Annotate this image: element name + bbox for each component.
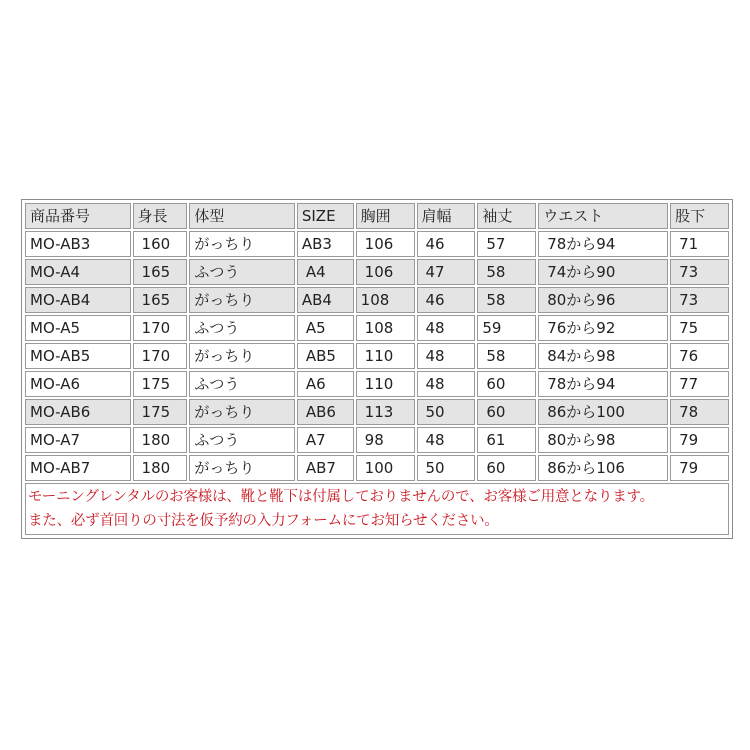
cell-waist: 78から94 xyxy=(538,231,668,257)
table-row xyxy=(25,287,729,313)
header-chest: 胸囲 xyxy=(356,203,415,229)
cell-size: AB6 xyxy=(297,399,354,425)
header-size: SIZE xyxy=(297,203,354,229)
cell-height: 165 xyxy=(133,287,188,313)
cell-chest: 98 xyxy=(356,427,415,453)
table-row xyxy=(25,427,729,453)
cell-waist: 80から98 xyxy=(538,427,668,453)
cell-height: 170 xyxy=(133,343,188,369)
cell-body-type: がっちり xyxy=(189,399,295,425)
cell-inseam: 79 xyxy=(670,455,729,481)
table-note-row xyxy=(25,483,729,535)
table-row xyxy=(25,399,729,425)
cell-shoulder-width: 50 xyxy=(417,455,476,481)
cell-body-type: ふつう xyxy=(189,259,295,285)
cell-chest: 108 xyxy=(356,287,415,313)
cell-waist: 86から106 xyxy=(538,455,668,481)
cell-sleeve-length: 59 xyxy=(477,315,536,341)
cell-chest: 110 xyxy=(356,343,415,369)
cell-body-type: ふつう xyxy=(189,315,295,341)
cell-waist: 86から100 xyxy=(538,399,668,425)
cell-body-type: ふつう xyxy=(189,427,295,453)
cell-waist: 80から96 xyxy=(538,287,668,313)
header-waist: ウエスト xyxy=(538,203,668,229)
cell-product-code: MO-AB4 xyxy=(25,287,131,313)
cell-inseam: 77 xyxy=(670,371,729,397)
header-shoulder-width: 肩幅 xyxy=(417,203,476,229)
cell-size: AB5 xyxy=(297,343,354,369)
header-inseam: 股下 xyxy=(670,203,729,229)
cell-sleeve-length: 58 xyxy=(477,343,536,369)
cell-height: 160 xyxy=(133,231,188,257)
cell-shoulder-width: 47 xyxy=(417,259,476,285)
cell-product-code: MO-A6 xyxy=(25,371,131,397)
table-row xyxy=(25,371,729,397)
table-row xyxy=(25,259,729,285)
cell-product-code: MO-A4 xyxy=(25,259,131,285)
cell-chest: 110 xyxy=(356,371,415,397)
cell-inseam: 73 xyxy=(670,259,729,285)
header-height: 身長 xyxy=(133,203,188,229)
cell-inseam: 75 xyxy=(670,315,729,341)
cell-body-type: がっちり xyxy=(189,343,295,369)
cell-height: 170 xyxy=(133,315,188,341)
cell-sleeve-length: 61 xyxy=(477,427,536,453)
header-body-type: 体型 xyxy=(189,203,295,229)
table-row xyxy=(25,455,729,481)
cell-size: A6 xyxy=(297,371,354,397)
cell-size: AB4 xyxy=(297,287,354,313)
cell-sleeve-length: 58 xyxy=(477,259,536,285)
cell-inseam: 78 xyxy=(670,399,729,425)
table-row xyxy=(25,343,729,369)
cell-size: A4 xyxy=(297,259,354,285)
cell-sleeve-length: 60 xyxy=(477,399,536,425)
header-sleeve-length: 袖丈 xyxy=(477,203,536,229)
cell-inseam: 76 xyxy=(670,343,729,369)
table-header-row xyxy=(25,203,729,229)
rental-note xyxy=(25,483,729,535)
cell-body-type: ふつう xyxy=(189,371,295,397)
cell-shoulder-width: 46 xyxy=(417,231,476,257)
cell-chest: 106 xyxy=(356,231,415,257)
cell-product-code: MO-AB5 xyxy=(25,343,131,369)
cell-chest: 113 xyxy=(356,399,415,425)
cell-inseam: 73 xyxy=(670,287,729,313)
size-table xyxy=(23,201,731,537)
cell-body-type: がっちり xyxy=(189,231,295,257)
cell-height: 175 xyxy=(133,399,188,425)
cell-height: 175 xyxy=(133,371,188,397)
rental-note-line-1: モーニングレンタルのお客様は、靴と靴下は付属しておりませんので、お客様ご用意となります。 xyxy=(28,489,654,505)
size-table-container xyxy=(21,199,733,539)
cell-height: 180 xyxy=(133,427,188,453)
cell-chest: 100 xyxy=(356,455,415,481)
cell-product-code: MO-AB7 xyxy=(25,455,131,481)
cell-shoulder-width: 46 xyxy=(417,287,476,313)
cell-sleeve-length: 57 xyxy=(477,231,536,257)
cell-height: 165 xyxy=(133,259,188,285)
cell-inseam: 79 xyxy=(670,427,729,453)
cell-sleeve-length: 60 xyxy=(477,455,536,481)
cell-product-code: MO-AB6 xyxy=(25,399,131,425)
cell-size: A5 xyxy=(297,315,354,341)
cell-size: AB7 xyxy=(297,455,354,481)
cell-waist: 74から90 xyxy=(538,259,668,285)
cell-size: A7 xyxy=(297,427,354,453)
header-product-code: 商品番号 xyxy=(25,203,131,229)
cell-sleeve-length: 58 xyxy=(477,287,536,313)
cell-waist: 78から94 xyxy=(538,371,668,397)
cell-body-type: がっちり xyxy=(189,455,295,481)
cell-shoulder-width: 48 xyxy=(417,427,476,453)
cell-inseam: 71 xyxy=(670,231,729,257)
table-row xyxy=(25,315,729,341)
cell-chest: 108 xyxy=(356,315,415,341)
cell-product-code: MO-A5 xyxy=(25,315,131,341)
cell-product-code: MO-AB3 xyxy=(25,231,131,257)
cell-shoulder-width: 48 xyxy=(417,343,476,369)
cell-shoulder-width: 48 xyxy=(417,371,476,397)
cell-sleeve-length: 60 xyxy=(477,371,536,397)
cell-body-type: がっちり xyxy=(189,287,295,313)
table-row xyxy=(25,231,729,257)
cell-product-code: MO-A7 xyxy=(25,427,131,453)
rental-note-line-2: また、必ず首回りの寸法を仮予約の入力フォームにてお知らせください。 xyxy=(28,513,499,529)
cell-chest: 106 xyxy=(356,259,415,285)
cell-height: 180 xyxy=(133,455,188,481)
cell-waist: 84から98 xyxy=(538,343,668,369)
cell-size: AB3 xyxy=(297,231,354,257)
cell-shoulder-width: 50 xyxy=(417,399,476,425)
cell-shoulder-width: 48 xyxy=(417,315,476,341)
cell-waist: 76から92 xyxy=(538,315,668,341)
